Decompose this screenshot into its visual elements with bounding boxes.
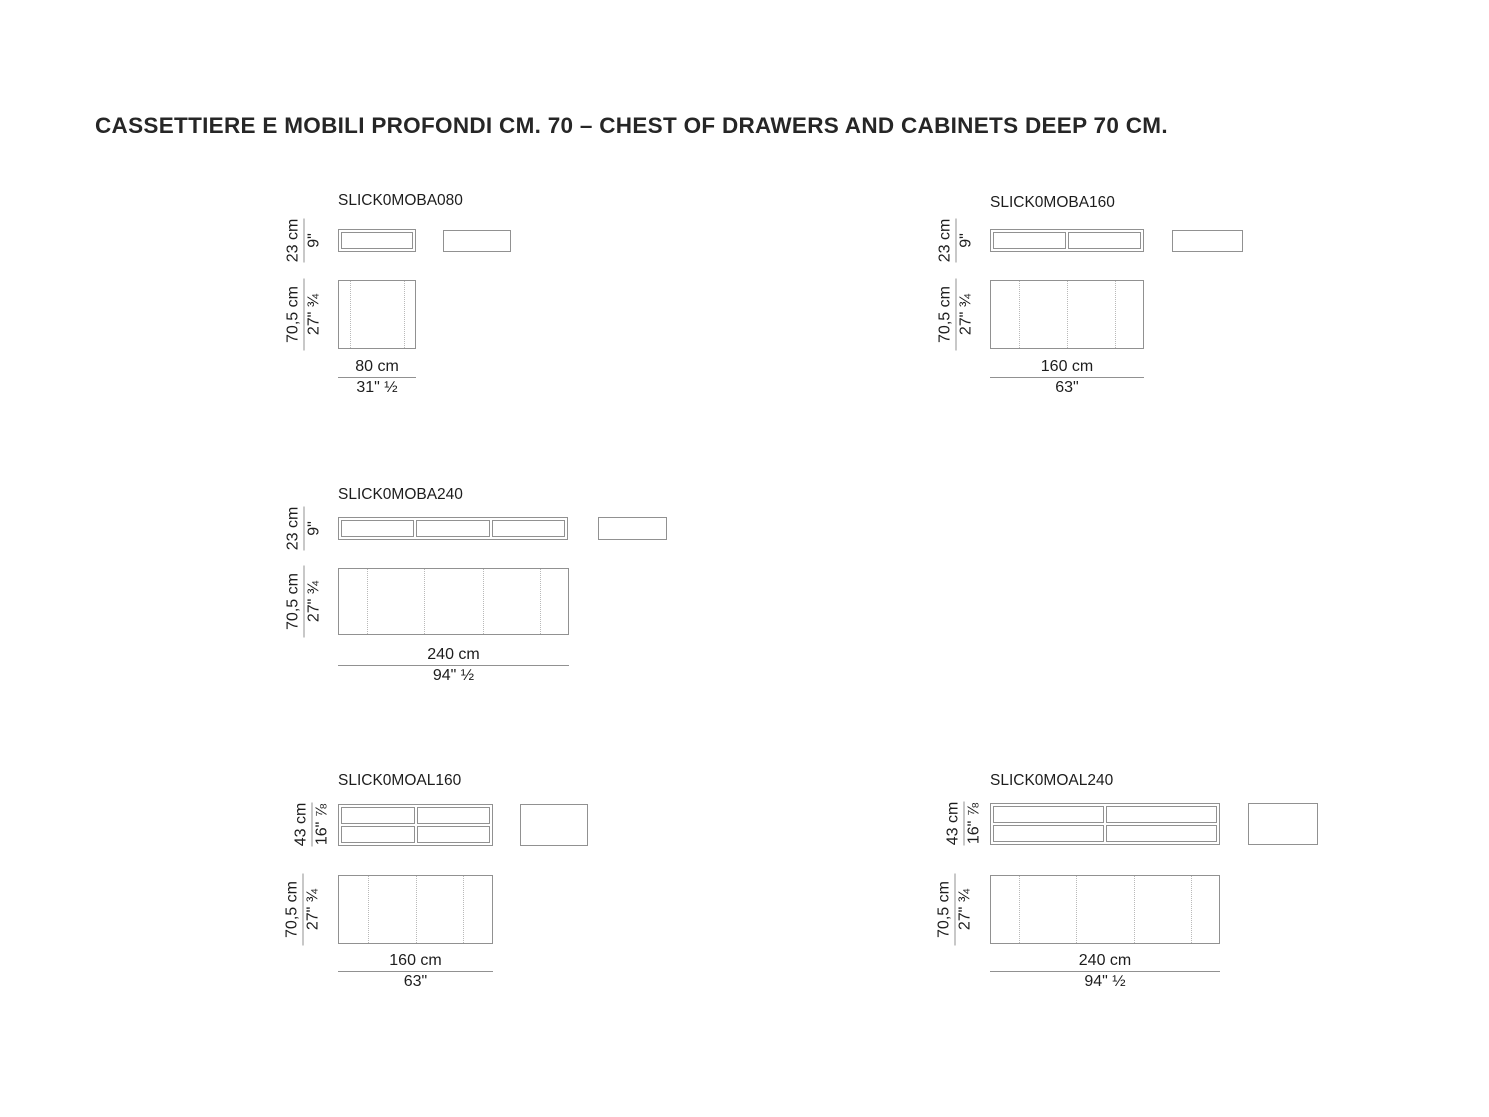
front-view-drawing: [990, 229, 1144, 252]
top-view-drawing: [338, 875, 493, 944]
plan-guide-line: [404, 281, 405, 348]
dimension-inch-label: 27" ¾: [305, 293, 323, 336]
front-view-drawing: [338, 517, 568, 540]
plan-guide-line: [424, 569, 425, 634]
dimension-line: [338, 377, 416, 378]
side-view-drawing: [598, 517, 667, 540]
dimension-line: [338, 665, 569, 666]
plan-guide-line: [1076, 876, 1077, 943]
drawer-panel: [993, 806, 1104, 823]
drawer-panel: [341, 232, 413, 249]
dimension-cm-label: 70,5 cm: [935, 881, 953, 938]
dimension-line: [955, 874, 956, 946]
dimension-inch-label: 9": [957, 233, 975, 248]
dimension-line: [304, 507, 305, 551]
depth-dimension: [936, 279, 977, 351]
dimension-line: [303, 874, 304, 946]
dimension-cm-label: 70,5 cm: [284, 286, 302, 343]
dimension-line: [956, 279, 957, 351]
drawer-panel: [1106, 825, 1217, 842]
side-view-drawing: [520, 804, 588, 846]
drawer-panel: [993, 825, 1104, 842]
front-view-drawing: [990, 803, 1220, 845]
dimension-inch-label: 9": [305, 521, 323, 536]
dimension-cm-label: 23 cm: [284, 218, 302, 263]
plan-guide-line: [1115, 281, 1116, 348]
front-view-drawing: [338, 804, 493, 846]
front-height-dimension: [944, 802, 985, 846]
side-view-drawing: [1172, 230, 1243, 252]
plan-guide-line: [463, 876, 464, 943]
plan-guide-line: [368, 876, 369, 943]
dimension-cm-label: 240 cm: [1078, 952, 1132, 969]
dimension-inch-label: 16" ⅞: [965, 802, 983, 845]
dimension-inch-label: 27" ¾: [956, 888, 974, 931]
dimension-cm-label: 70,5 cm: [936, 286, 954, 343]
front-height-dimension: [292, 803, 333, 847]
dimension-cm-label: 160 cm: [1040, 358, 1094, 375]
plan-guide-line: [1191, 876, 1192, 943]
product-code: SLICK0MOBA240: [338, 486, 463, 503]
dimension-cm-label: 240 cm: [427, 646, 480, 663]
width-dimension: [990, 952, 1220, 991]
side-view-drawing: [443, 230, 511, 252]
drawer-panel: [417, 826, 491, 843]
dimension-inch-label: 27" ¾: [957, 293, 975, 336]
dimension-line: [304, 566, 305, 638]
dimension-cm-label: 160 cm: [389, 952, 442, 969]
plan-guide-line: [367, 569, 368, 634]
depth-dimension: [284, 566, 325, 638]
width-dimension: [990, 358, 1144, 397]
side-view-drawing: [1248, 803, 1318, 845]
product-code: SLICK0MOBA080: [338, 192, 463, 209]
dimension-line: [990, 377, 1144, 378]
dimension-cm-label: 70,5 cm: [284, 573, 302, 630]
dimension-line: [312, 803, 313, 847]
dimension-line: [338, 971, 493, 972]
dimension-inch-label: 9": [305, 233, 323, 248]
dimension-line: [956, 219, 957, 263]
dimension-cm-label: 23 cm: [284, 506, 302, 551]
drawer-panel: [993, 232, 1066, 249]
dimension-inch-label: 94" ½: [1084, 973, 1126, 990]
plan-guide-line: [483, 569, 484, 634]
plan-guide-line: [350, 281, 351, 348]
dimension-inch-label: 27" ¾: [304, 888, 322, 931]
dimension-cm-label: 43 cm: [944, 801, 962, 846]
dimension-inch-label: 16" ⅞: [313, 803, 331, 846]
front-height-dimension: [284, 219, 325, 263]
dimension-cm-label: 43 cm: [292, 802, 310, 847]
top-view-drawing: [990, 280, 1144, 349]
dimension-inch-label: 63": [403, 973, 428, 990]
dimension-inch-label: 63": [1055, 379, 1079, 396]
page-title: CASSETTIERE E MOBILI PROFONDI CM. 70 – CHEST OF DRAWERS AND CABINETS DEEP 70 CM.: [95, 113, 1168, 138]
width-dimension: [338, 646, 569, 685]
plan-guide-line: [1134, 876, 1135, 943]
drawer-panel: [416, 520, 489, 537]
product-code: SLICK0MOAL240: [990, 772, 1114, 789]
dimension-line: [304, 279, 305, 351]
depth-dimension: [283, 874, 324, 946]
dimension-cm-label: 23 cm: [936, 218, 954, 263]
front-view-drawing: [338, 229, 416, 252]
plan-guide-line: [416, 876, 417, 943]
dimension-line: [964, 802, 965, 846]
depth-dimension: [284, 279, 325, 351]
width-dimension: [338, 358, 416, 397]
drawer-panel: [341, 807, 415, 824]
top-view-drawing: [338, 280, 416, 349]
drawer-panel: [341, 826, 415, 843]
dimension-inch-label: 31" ½: [356, 379, 398, 396]
drawer-panel: [341, 520, 414, 537]
front-height-dimension: [284, 507, 325, 551]
top-view-drawing: [338, 568, 569, 635]
dimension-cm-label: 80 cm: [355, 358, 399, 375]
drawer-panel: [417, 807, 491, 824]
plan-guide-line: [1019, 281, 1020, 348]
dimension-inch-label: 94" ½: [432, 667, 475, 684]
front-height-dimension: [936, 219, 977, 263]
width-dimension: [338, 952, 493, 991]
drawer-panel: [1068, 232, 1141, 249]
top-view-drawing: [990, 875, 1220, 944]
product-code: SLICK0MOBA160: [990, 194, 1115, 211]
plan-guide-line: [1019, 876, 1020, 943]
dimension-inch-label: 27" ¾: [305, 580, 323, 623]
dimension-line: [304, 219, 305, 263]
drawer-panel: [1106, 806, 1217, 823]
dimension-cm-label: 70,5 cm: [283, 881, 301, 938]
plan-guide-line: [540, 569, 541, 634]
depth-dimension: [935, 874, 976, 946]
plan-guide-line: [1067, 281, 1068, 348]
dimension-line: [990, 971, 1220, 972]
product-code: SLICK0MOAL160: [338, 772, 462, 789]
drawer-panel: [492, 520, 565, 537]
